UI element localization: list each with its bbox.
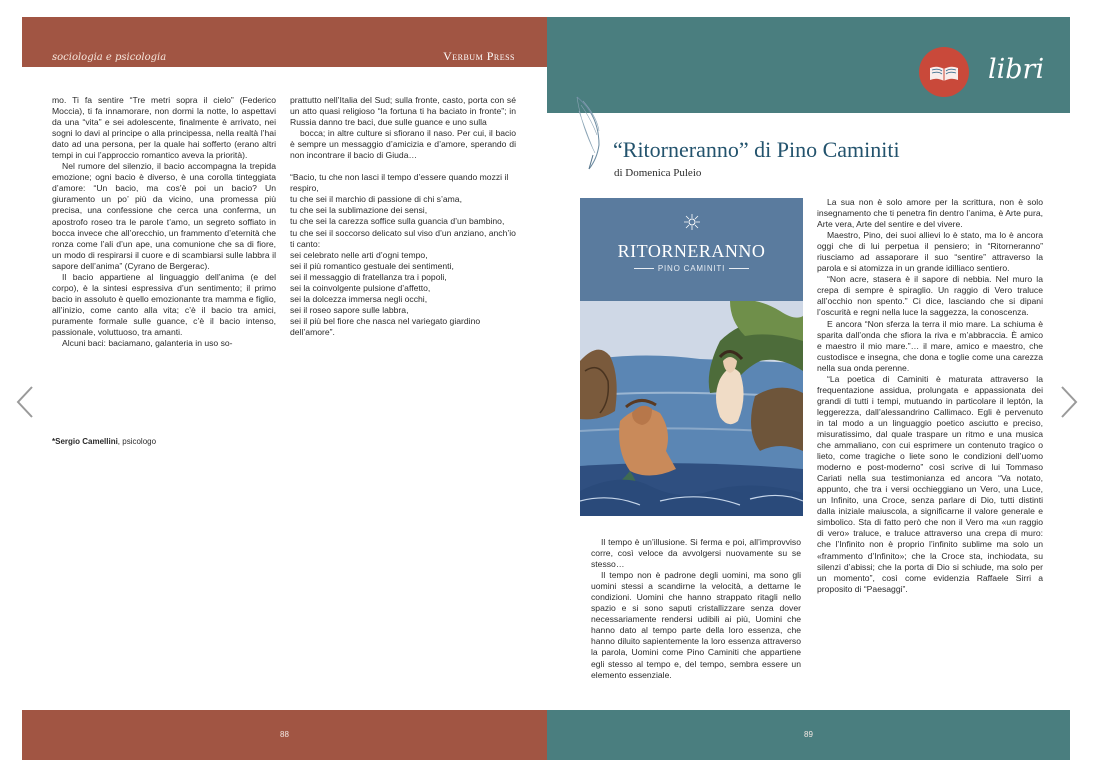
poem-line: “Bacio, tu che non lasci il tempo d’essere quando mozzi il respiro, bbox=[290, 172, 509, 194]
cover-author: PINO CAMINITI bbox=[580, 264, 803, 273]
poem-line: tu che sei la carezza soffice sulla guancia d’un bambino, bbox=[290, 216, 505, 227]
cover-illustration bbox=[580, 301, 803, 516]
page-right bbox=[547, 17, 1070, 760]
poem-line: tu che sei il marchio di passione di chi s’ama, bbox=[290, 194, 462, 205]
footnote-name: *Sergio Camellini bbox=[52, 437, 118, 446]
poem-line: sei celebrato nelle arti d’ogni tempo, bbox=[290, 249, 428, 260]
section-label: libri bbox=[988, 54, 1045, 85]
cover-title: RITORNERANNO bbox=[617, 241, 766, 261]
brand-name: Verbum Press bbox=[443, 49, 515, 63]
section-label: sociologia e psicologia bbox=[52, 52, 167, 63]
book-cover bbox=[580, 198, 803, 516]
poem-line: tu che sei la sublimazione dei sensi, bbox=[290, 205, 428, 216]
poem-line: tu che sei il soccorso delicato sul viso d’un anziano, anch’io ti canto: bbox=[290, 227, 516, 249]
paragraph: mo. Ti fa sentire “Tre metri sopra il cielo” (Federico Moccia), ti fa innamorare, non dormi la notte, lo aspettavi da una “vita” e sei adolescente, finalmente è arrivato, nei sogni lo davi al principe o alla principessa, nella realtà l’hai dato ad una persona, per la quale hai sofferto (erano altri tempi in cui l’approccio romantico aveva la priorità). bbox=[52, 95, 276, 161]
right-column-1 bbox=[591, 537, 801, 681]
left-column-1 bbox=[52, 95, 276, 349]
left-column-2 bbox=[290, 95, 516, 338]
paragraph: Il bacio appartiene al linguaggio dell’anima (e del corpo), è la sintesi espressiva d’un sentimento; il primo bacio in assoluto è quello emozionante tra mamma e figlio, all’inizio, come canto alla vita; c’è il bacio tra amici, puramente formale sulle guance, c’è il bacio intenso, passionale, voluttuoso, tra amanti. bbox=[52, 271, 276, 337]
paragraph: “La poetica di Caminiti è maturata attraverso la frequentazione assidua, prolungata e appassionata dei grandi di tutti i tempi, mutuando in particolare il leptón, la leggerezza, dall’alessandrino Callimaco. Egli è pervenuto in tal modo a un linguaggio poetico asciutto e preciso, misuratissimo, dal quale traspare un ritmo e una musica che ammaliano, con cui esprimere un contenuto tragico o lieto, come tragiche o liete sono le condizioni dell’uomo moderno e post-moderno” così scrive di lui Tommaso Cariati nella sua testimonianza ed ancora “Va notato, appunto, che tra i versi occhieggiano un Vero, una Luce, un Infinito, una Croce, senza parlare di Dio, tutti distinti dalla iniziale maiuscola, a significarne il valore generale e simbolico. Sta di fatto però che non il Vero ma «un raggio di vero» traluce, e traluce attraverso una crepa di muro: che l’Infinito non è proprio l’infinito sublime ma solo un «frammento d’Infinito»; che la Croce sta, inchiodata, su silenzi d’abissi; che la porta di Dio si schiude, ma solo per un momento”, così come evidenzia Raffaele Sirri a proposito di “Paesaggi”. bbox=[817, 373, 1043, 594]
paragraph: Maestro, Pino, dei suoi allievi lo è stato, ma lo è ancora oggi che di lui perpetua il pensiero; in “Ritorneranno” riusciamo ad assaporare il suo “sentire” attraverso la parola e si atomizza in un grande idilliaco sentiero. bbox=[817, 230, 1043, 274]
chevron-right-icon[interactable] bbox=[1058, 385, 1080, 419]
cover-emblem-icon bbox=[684, 214, 700, 230]
paragraph: Nel rumore del silenzio, il bacio accompagna la trepida emozione; ogni bacio è diverso, è una corolla tinteggiata d’amore: “Un bacio, ma cos’è poi un bacio? Un giuramento un po’ più da vicino, una promessa più precisa, una confessione che cerca una conferma, un apostrofo roseo tra le parole t’amo, un segreto soffiato in bocca invece che all’orecchio, un frammento d’eternità che ronza come l’ali d’un ape, una comunione che sa di fiore, un modo di respirarsi il cuore e di scambiarsi sulle labbra il sapore dell’anima” (Cyrano de Bergerac). bbox=[52, 161, 276, 271]
paragraph: Alcuni baci: baciamano, galanteria in uso so- bbox=[62, 338, 233, 349]
poem-line: sei la dolcezza immersa negli occhi, bbox=[290, 293, 428, 304]
paragraph: prattutto nell’Italia del Sud; sulla fronte, casto, porta con sé un atto quasi religioso “la fortuna ti ha baciato in fronte”; in Russia danno tre baci, due sulle guance e uno sulla bbox=[290, 95, 516, 128]
poem-line: sei il più bel fiore che nasca nel variegato giardino dell’amore”. bbox=[290, 315, 481, 337]
article-title: “Ritorneranno” di Pino Caminiti bbox=[613, 137, 900, 162]
paragraph: “Non acre, stasera è il sapore di nebbia. Nel muro la crepa di sempre è spiraglio. Un raggio di Vero traluce all’occhio non spento.” Ci dice, lasciando che si dipani l’oscurità e regni nella luce la saggezza, la conoscenza. bbox=[817, 274, 1043, 318]
article-byline: di Domenica Puleio bbox=[614, 167, 702, 179]
poem-line: sei il roseo sapore sulle labbra, bbox=[290, 304, 409, 315]
paragraph: bocca; in altre culture si sfiorano il naso. Per cui, il bacio è sempre un messaggio d’amicizia e d’amore, sperando di non incontrare il bacio di Giuda… bbox=[290, 128, 516, 161]
feather-icon bbox=[569, 95, 609, 175]
page-left bbox=[22, 17, 547, 760]
right-column-2 bbox=[817, 197, 1043, 595]
page-number: 89 bbox=[804, 730, 813, 739]
poem-line: sei la coinvolgente pulsione d’affetto, bbox=[290, 282, 431, 293]
poem-line: sei il messaggio di fratellanza tra i popoli, bbox=[290, 271, 447, 282]
poem bbox=[290, 172, 516, 338]
page-number: 88 bbox=[280, 730, 289, 739]
book-logo-icon bbox=[919, 47, 969, 97]
chevron-left-icon[interactable] bbox=[14, 385, 36, 419]
poem-line: sei il più romantico gestuale dei sentimenti, bbox=[290, 260, 454, 271]
paragraph: La sua non è solo amore per la scrittura, non è solo insegnamento che ti penetra fin dentro l’anima, è Arte pura, Arte vera, Arte del sentire e del vivere. bbox=[817, 197, 1043, 230]
paragraph: Il tempo non è padrone degli uomini, ma sono gli uomini stessi a scandirne la velocità, a dettarne le condizioni. Uomini che hanno strappato ritagli nello spazio e si sono saputi cristallizzare senza dover necessariamente rendersi udibili ai più, Uomini che hanno dato al tempo parte della loro essenza, che hanno diluito sapientemente la loro essenza attraverso la parola, Uomini come Pino Caminiti che appartiene egli stesso al tempo e, del tempo, sembra essere un elemento essenziale. bbox=[591, 570, 801, 680]
paragraph: E ancora “Non sferza la terra il mio mare. La schiuma è sparita dall’onda che sfiora la riva e m’abbraccia. È amico e maestro il mio mare.”… il mare, amico e maestro, che custodisce e insegna, che dona e toglie come una carezza nella sua onda perenne. bbox=[817, 318, 1043, 373]
paragraph: Il tempo è un’illusione. Si ferma e poi, all’improvviso corre, così veloce da avvolgersi nuovamente su se stesso… bbox=[591, 537, 801, 570]
author-footnote bbox=[52, 437, 156, 446]
footnote-role: , psicologo bbox=[117, 437, 157, 446]
